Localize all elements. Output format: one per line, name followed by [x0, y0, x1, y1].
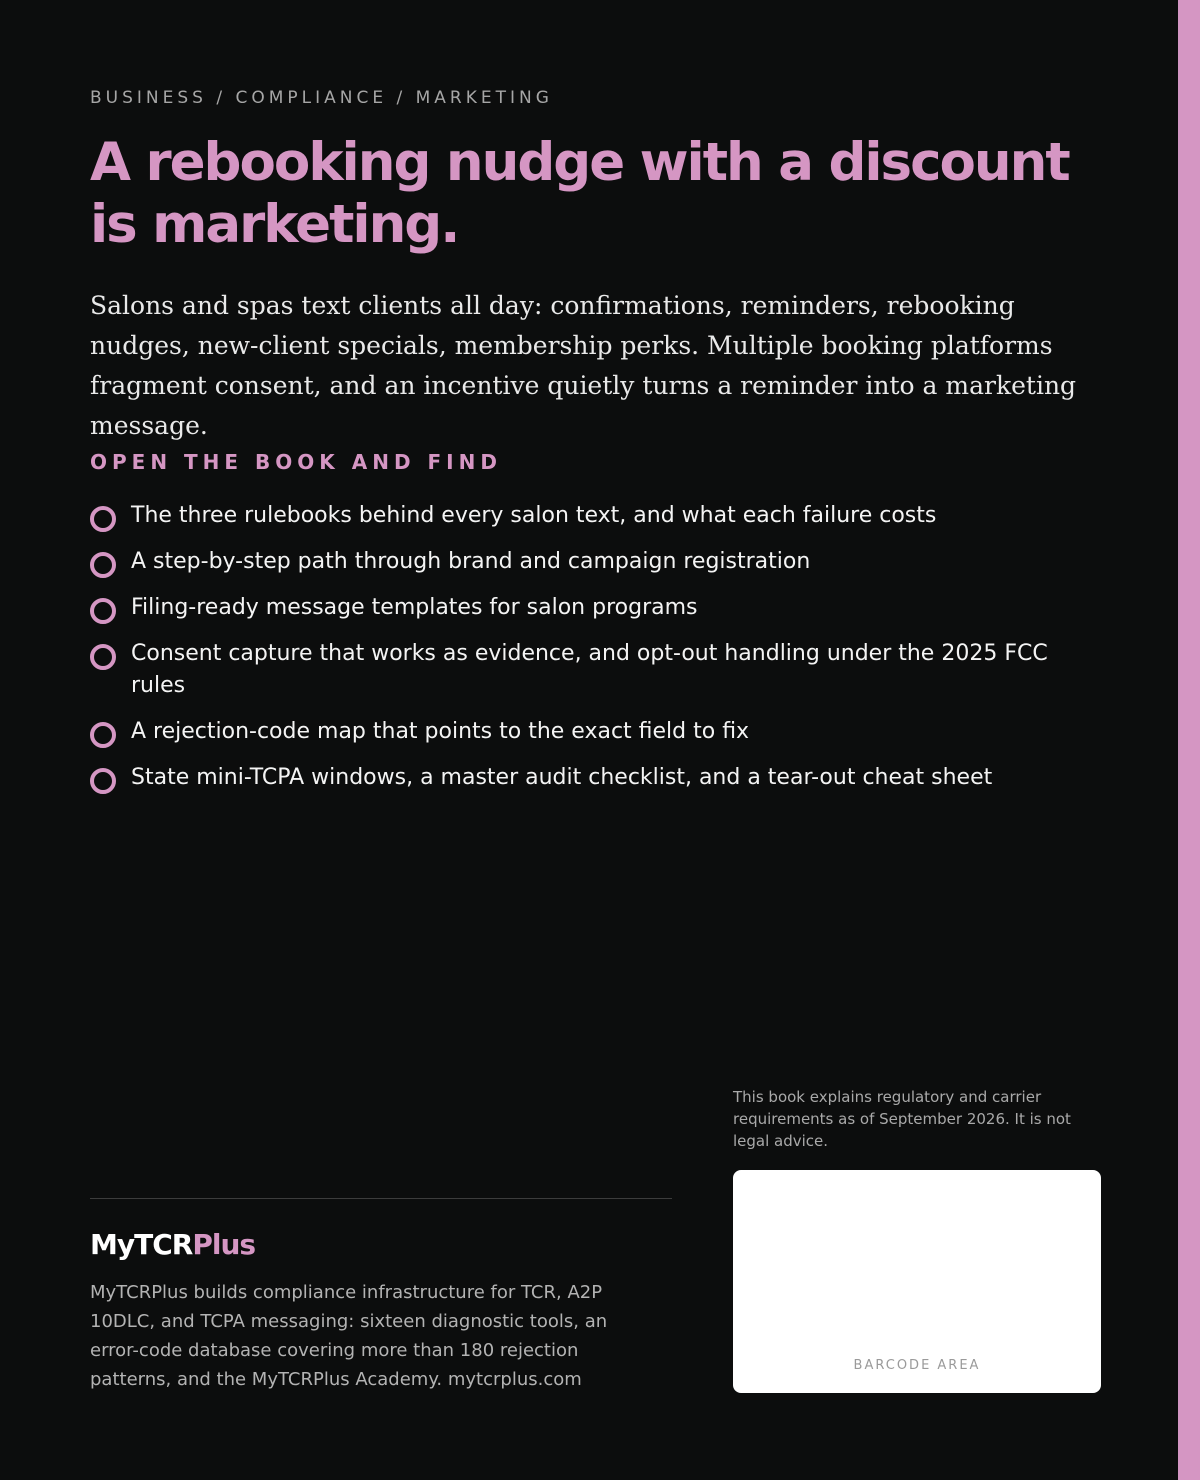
headline: A rebooking nudge with a discount is marketing. — [90, 132, 1069, 255]
barcode-label: BARCODE AREA — [853, 1358, 981, 1373]
circle-bullet-icon — [90, 552, 116, 578]
checklist-item — [90, 546, 1100, 578]
intro-paragraph: Salons and spas text clients all day: confirmations, reminders, rebooking nudges, new-client specials, membership perks. Multiple booking platforms fragment consent, and an incentive quietly turns a reminder into a marketing message. — [90, 291, 1077, 440]
checklist-item — [90, 716, 1100, 748]
circle-bullet-icon — [90, 768, 116, 794]
checklist-item-text: The three rulebooks behind every salon text, and what each failure costs — [131, 503, 937, 528]
checklist-item-text: State mini-TCPA windows, a master audit checklist, and a tear-out cheat sheet — [131, 765, 993, 790]
barcode-area — [733, 1170, 1101, 1393]
spine-accent-strip — [1178, 0, 1200, 1480]
circle-bullet-icon — [90, 644, 116, 670]
section-heading: OPEN THE BOOK AND FIND — [90, 450, 502, 474]
checklist-item-text: Filing-ready message templates for salon programs — [131, 595, 698, 620]
divider — [90, 1198, 672, 1199]
checklist-item — [90, 638, 1100, 702]
checklist-item-text: A rejection-code map that points to the exact field to fix — [131, 719, 750, 744]
brand-name-part1: MyTCR — [90, 1228, 193, 1261]
checklist-item — [90, 500, 1100, 532]
circle-bullet-icon — [90, 506, 116, 532]
legal-disclaimer: This book explains regulatory and carrier requirements as of September 2026. It is not legal advice. — [733, 1088, 1071, 1150]
breadcrumb: BUSINESS / COMPLIANCE / MARKETING — [90, 88, 553, 108]
checklist-item-text: Consent capture that works as evidence, and opt-out handling under the 2025 FCC rules — [131, 641, 1048, 698]
brand-logo — [90, 1228, 255, 1261]
checklist-item — [90, 762, 1100, 794]
checklist-item — [90, 592, 1100, 624]
feature-checklist — [90, 500, 1100, 808]
circle-bullet-icon — [90, 598, 116, 624]
checklist-item-text: A step-by-step path through brand and campaign registration — [131, 549, 811, 574]
publisher-about: MyTCRPlus builds compliance infrastructure for TCR, A2P 10DLC, and TCPA messaging: sixteen diagnostic tools, an error-code database covering more than 180 rejection patterns, and the MyTCRPlus Academy. mytcrplus.com — [90, 1282, 608, 1390]
brand-name-part2: Plus — [192, 1228, 256, 1261]
circle-bullet-icon — [90, 722, 116, 748]
